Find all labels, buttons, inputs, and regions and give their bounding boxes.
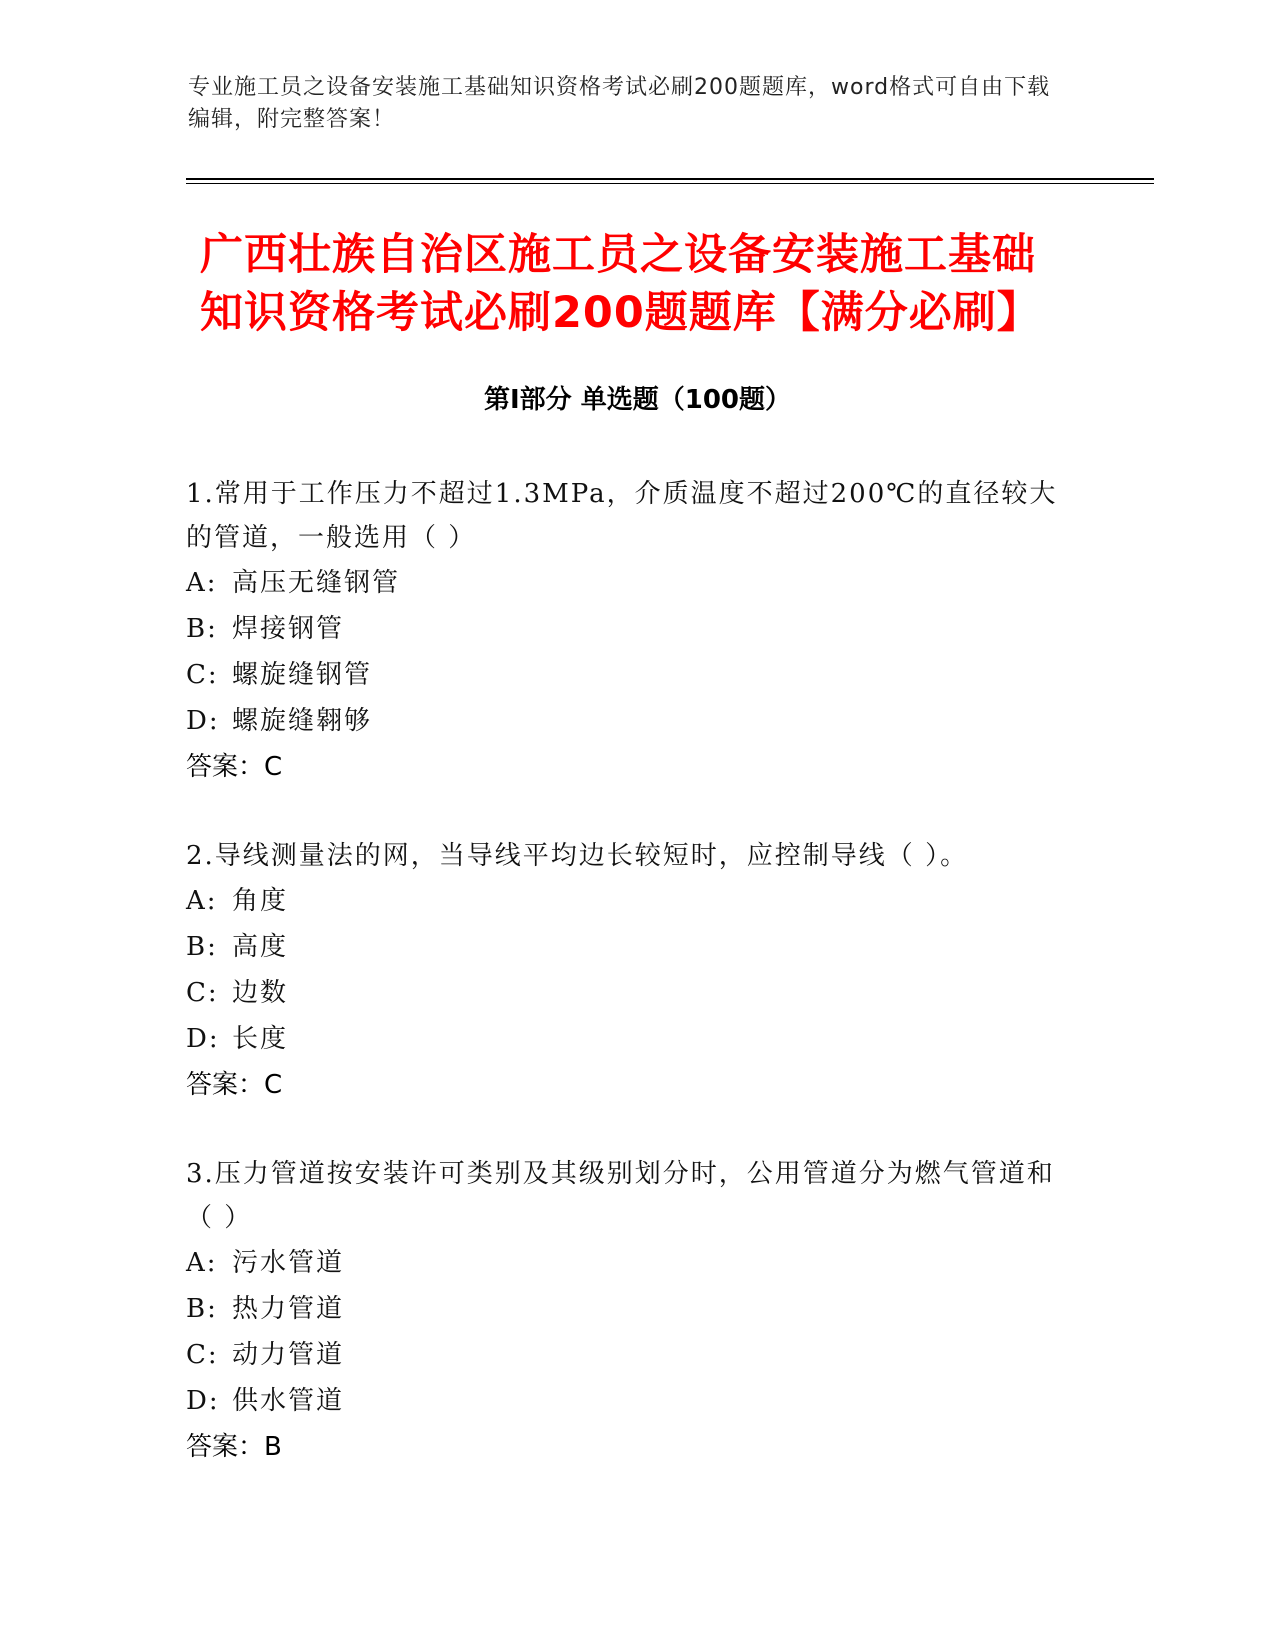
question-2: [186, 834, 1066, 1108]
option-letter: D:: [186, 706, 220, 736]
option-text: 供水管道: [232, 1386, 345, 1416]
option-letter: B:: [186, 932, 218, 962]
question-stem: 1.常用于工作压力不超过1.3MPa，介质温度不超过200℃的直径较大的管道，一般选用（ ）: [186, 479, 1058, 553]
option-letter: C:: [186, 660, 219, 690]
question-stem: 2.导线测量法的网，当导线平均边长较短时，应控制导线（ ）。: [186, 841, 969, 871]
option-c: [186, 970, 1066, 1016]
document-title-line-1: 广西壮族自治区施工员之设备安装施工基础: [200, 230, 1036, 280]
option-letter: D:: [186, 1386, 220, 1416]
option-c: [186, 652, 1066, 698]
header-rule-thick: [186, 178, 1154, 180]
option-a: [186, 1240, 1066, 1286]
option-text: 高压无缝钢管: [232, 568, 401, 598]
option-text: 热力管道: [232, 1294, 345, 1324]
option-letter: C:: [186, 978, 219, 1008]
answer-line: 答案：C: [186, 1070, 283, 1100]
option-c: [186, 1332, 1066, 1378]
section-title: 第Ⅰ部分 单选题（100题）: [484, 385, 791, 415]
header-note: 专业施工员之设备安装施工基础知识资格考试必刷200题题库，word格式可自由下载编辑，附完整答案！: [188, 75, 1051, 132]
option-text: 螺旋缝翱够: [232, 706, 373, 736]
option-d: [186, 698, 1066, 744]
option-letter: D:: [186, 1024, 220, 1054]
option-b: [186, 924, 1066, 970]
option-letter: A:: [186, 568, 218, 598]
option-b: [186, 606, 1066, 652]
option-text: 高度: [232, 932, 289, 962]
option-letter: B:: [186, 614, 218, 644]
option-text: 污水管道: [232, 1248, 345, 1278]
option-letter: A:: [186, 1248, 218, 1278]
option-text: 螺旋缝钢管: [232, 660, 373, 690]
option-a: [186, 878, 1066, 924]
option-text: 长度: [232, 1024, 289, 1054]
option-d: [186, 1016, 1066, 1062]
question-list: [186, 472, 1066, 1514]
option-text: 动力管道: [232, 1340, 345, 1370]
question-stem: 3.压力管道按安装许可类别及其级别划分时，公用管道分为燃气管道和（ ）: [186, 1159, 1055, 1233]
option-letter: C:: [186, 1340, 219, 1370]
option-a: [186, 560, 1066, 606]
document-title-line-2: 知识资格考试必刷200题题库【满分必刷】: [200, 288, 1041, 338]
option-b: [186, 1286, 1066, 1332]
option-text: 边数: [232, 978, 289, 1008]
option-text: 焊接钢管: [232, 614, 345, 644]
question-3: [186, 1152, 1066, 1470]
answer-line: 答案：B: [186, 1432, 282, 1462]
header-rule-thin: [186, 183, 1154, 184]
option-d: [186, 1378, 1066, 1424]
option-letter: B:: [186, 1294, 218, 1324]
document-title: [200, 226, 1100, 342]
option-letter: A:: [186, 886, 218, 916]
option-text: 角度: [232, 886, 289, 916]
answer-line: 答案：C: [186, 752, 283, 782]
question-1: [186, 472, 1066, 790]
